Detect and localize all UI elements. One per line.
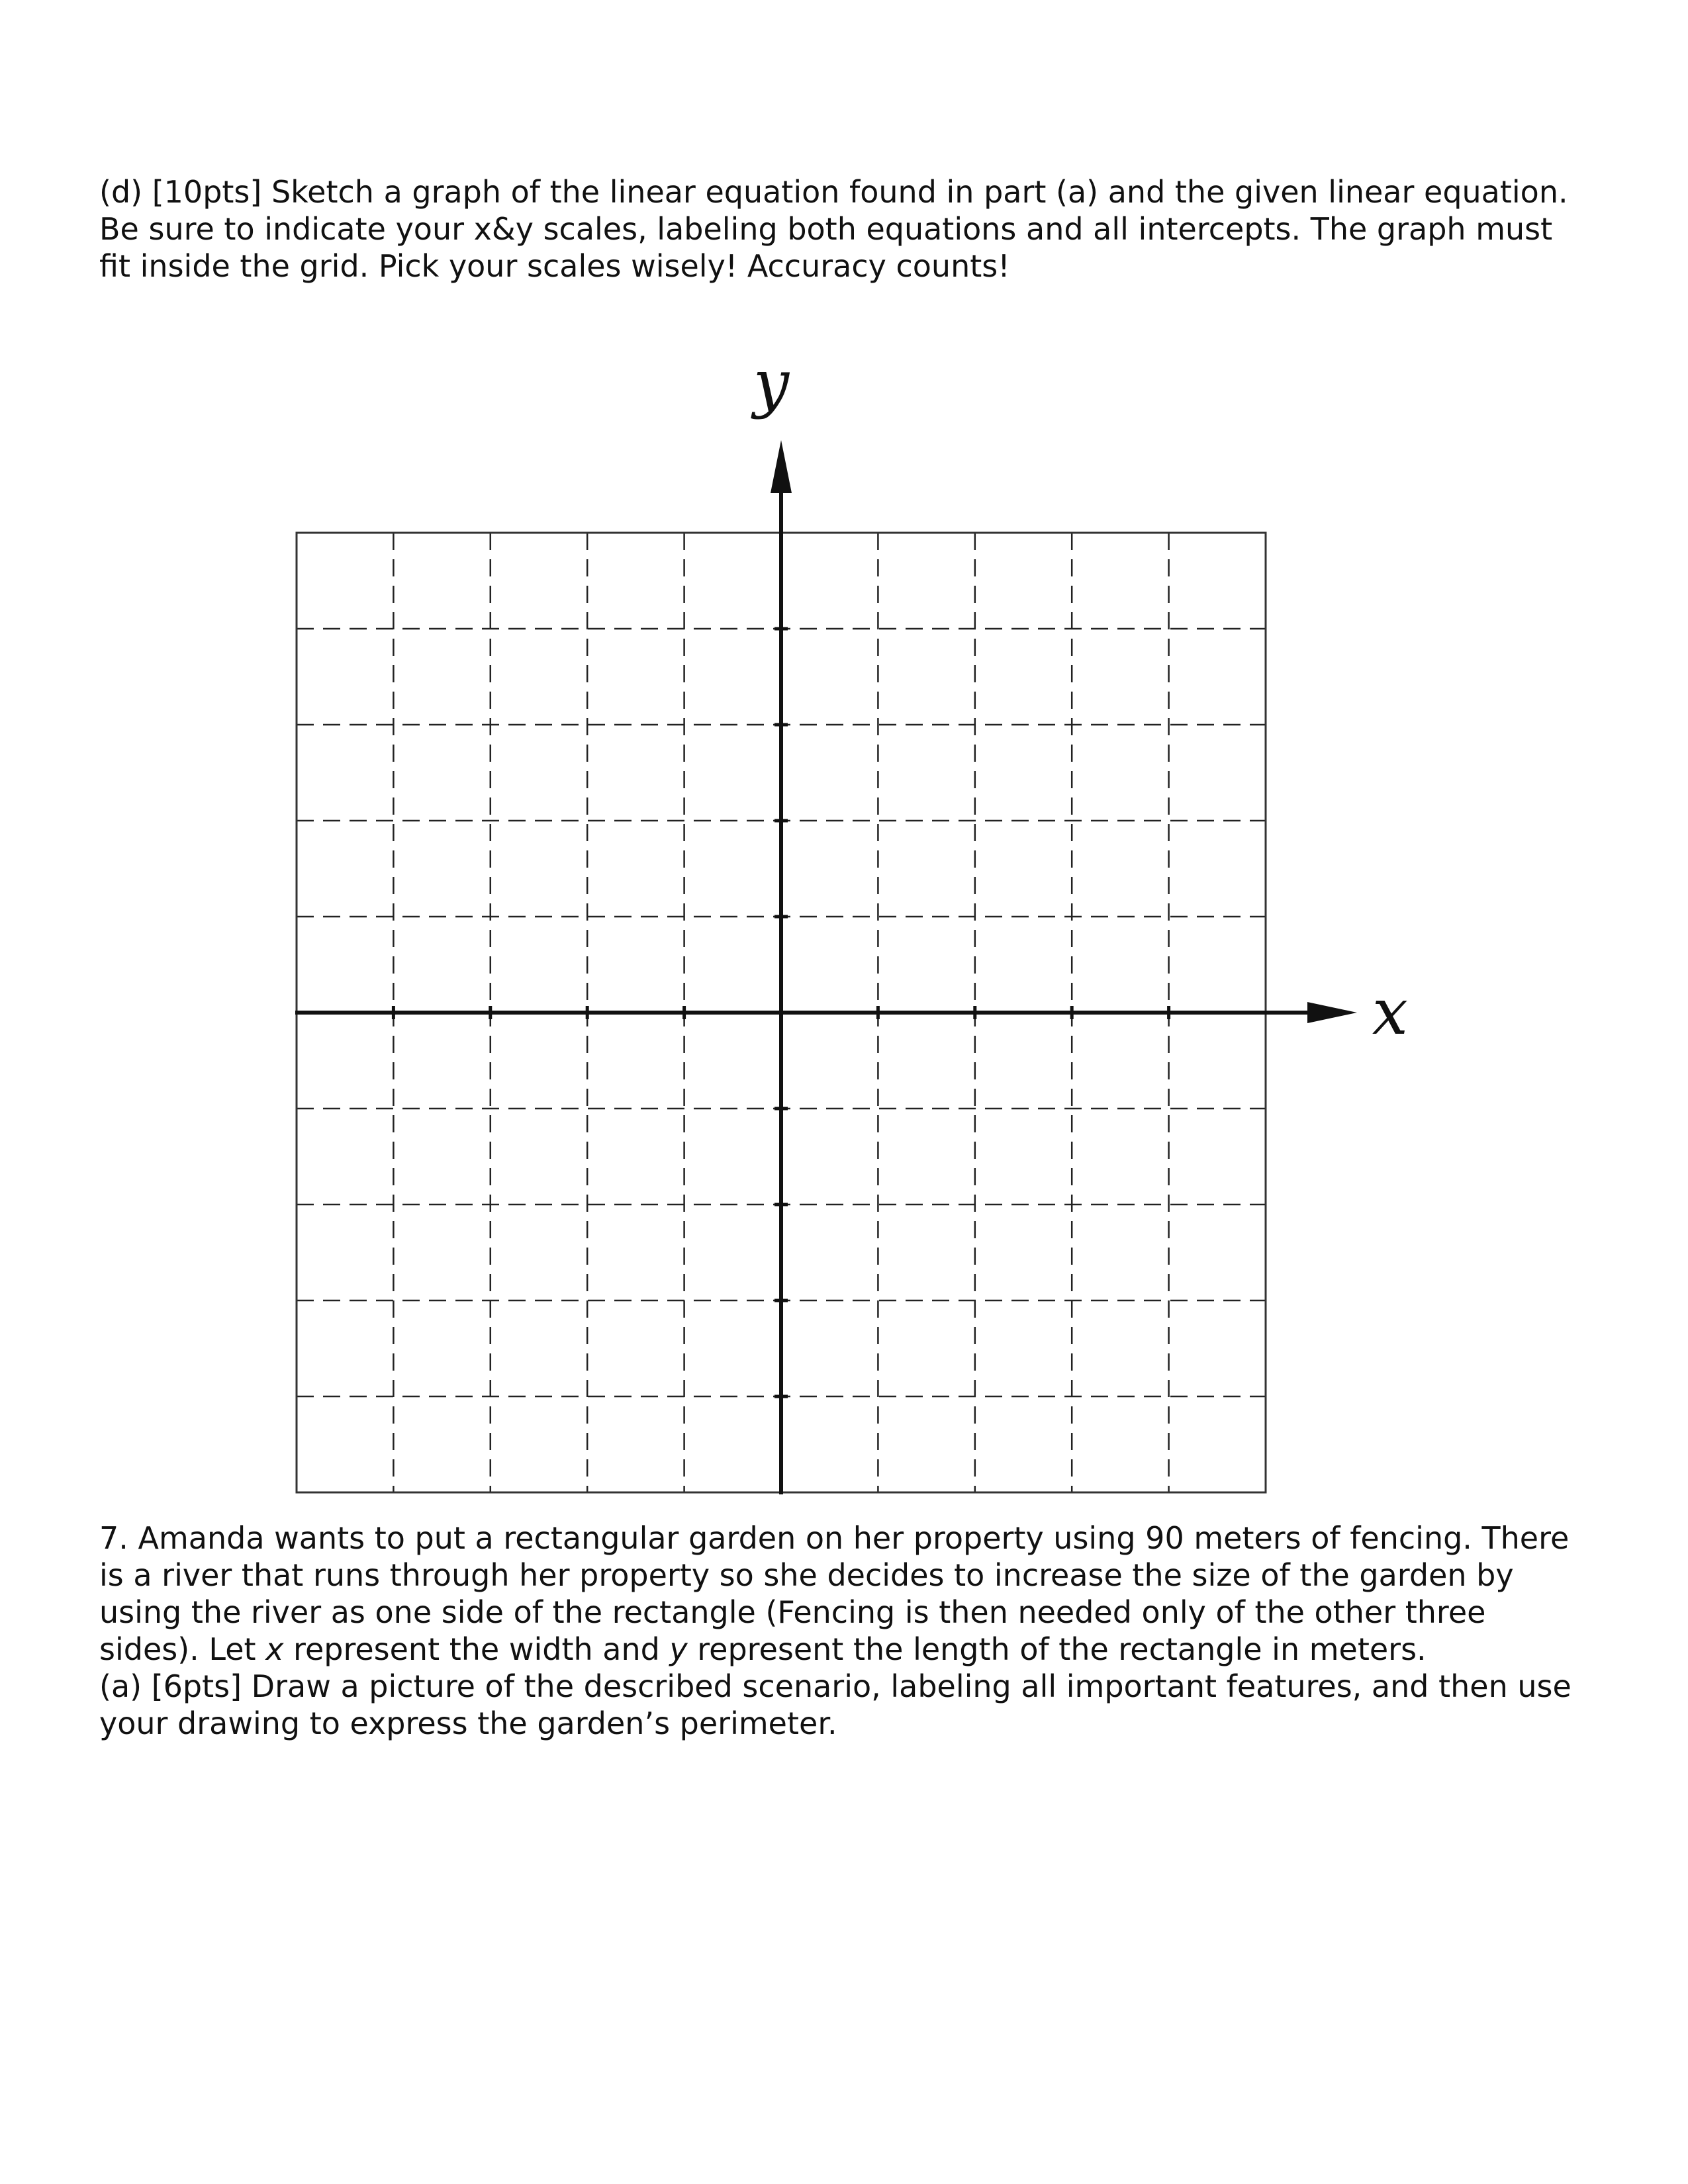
- problem-7-line: is a river that runs through her property so she decides to increase the size of the garden by: [99, 1557, 1514, 1593]
- line4-part-c: represent the length of the rectangle in meters.: [687, 1631, 1427, 1667]
- part-d-line: Be sure to indicate your x&y scales, labeling both equations and all intercepts. The graph must: [99, 211, 1553, 247]
- x-axis-arrow: [1307, 1002, 1357, 1023]
- part-d-line: fit inside the grid. Pick your scales wisely! Accuracy counts!: [99, 248, 1010, 284]
- problem-7-line: [99, 1631, 1595, 1668]
- problem-7-line: (a) [6pts] Draw a picture of the described scenario, labeling all important features, and then use: [99, 1668, 1571, 1704]
- y-axis-label: y: [753, 346, 790, 420]
- problem-7-line: using the river as one side of the rectangle (Fencing is then needed only of the other three: [99, 1594, 1486, 1630]
- problem-7-line: your drawing to express the garden’s perimeter.: [99, 1706, 837, 1741]
- y-axis-arrow: [771, 440, 792, 493]
- x-axis-label: x: [1372, 975, 1409, 1049]
- variable-y: y: [669, 1631, 688, 1667]
- line4-part-a: sides). Let: [99, 1631, 266, 1667]
- part-d-line: (d) [10pts] Sketch a graph of the linear equation found in part (a) and the given linear equation.: [99, 174, 1568, 210]
- line4-part-b: represent the width and: [283, 1631, 670, 1667]
- problem-7-line: 7. Amanda wants to put a rectangular garden on her property using 90 meters of fencing. There: [99, 1520, 1570, 1556]
- problem-7-text: [99, 1520, 1595, 1742]
- variable-x: x: [265, 1631, 284, 1667]
